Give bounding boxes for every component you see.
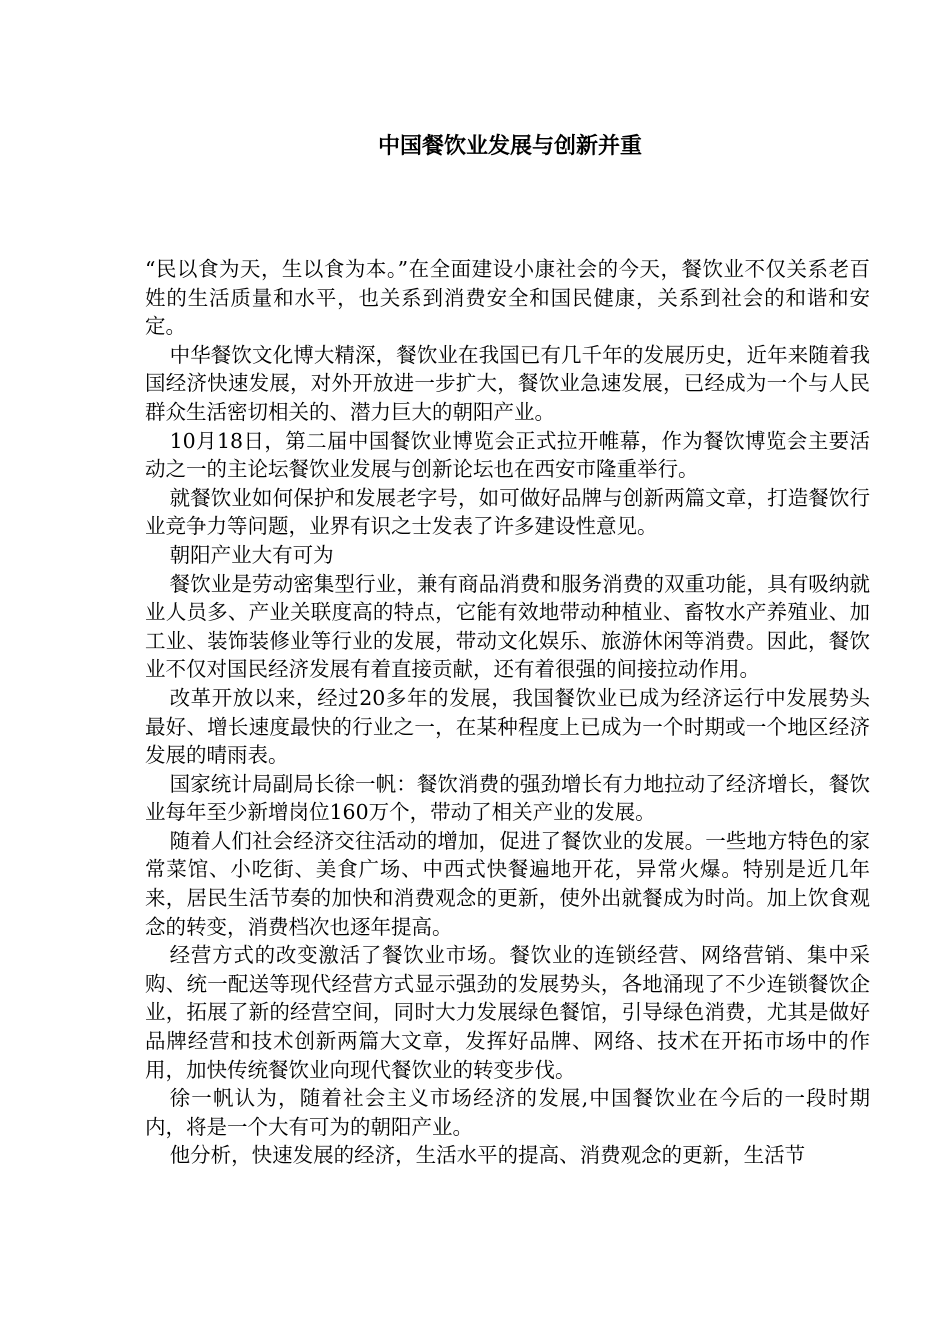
paragraph: 10月18日，第二届中国餐饮业博览会正式拉开帷幕，作为餐饮博览会主要活动之一的主论坛餐饮业发展与创新论坛也在西安市隆重举行。 [145,428,870,482]
document-title: 中国餐饮业发展与创新并重 [377,134,642,159]
paragraph: 餐饮业是劳动密集型行业，兼有商品消费和服务消费的双重功能，具有吸纳就业人员多、产业关联度高的特点，它能有效地带动种植业、畜牧水产养殖业、加工业、装饰装修业等行业的发展，带动文化娱乐、旅游休闲等消费。因此，餐饮业不仅对国民经济发展有着直接贡献，还有着很强的间接拉动作用。 [145,571,870,682]
paragraph: 中华餐饮文化博大精深，餐饮业在我国已有几千年的发展历史，近年来随着我国经济快速发展，对外开放进一步扩大，餐饮业急速发展，已经成为一个与人民群众生活密切相关的、潜力巨大的朝阳产业。 [145,342,870,424]
section-heading: 朝阳产业大有可为 [169,542,334,567]
paragraph: 徐一帆认为，随着社会主义市场经济的发展,中国餐饮业在今后的一段时期内，将是一个大有可为的朝阳产业。 [145,1086,870,1139]
paragraph: 随着人们社会经济交往活动的增加，促进了餐饮业的发展。一些地方特色的家常菜馆、小吃街、美食广场、中西式快餐遍地开花，异常火爆。特别是近几年来，居民生活节奏的加快和消费观念的更新，使外出就餐成为时尚。加上饮食观念的转变，消费档次也逐年提高。 [145,828,870,939]
paragraph: 国家统计局副局长徐一帆：餐饮消费的强劲增长有力地拉动了经济增长，餐饮业每年至少新增岗位160万个，带动了相关产业的发展。 [145,771,870,825]
paragraph: 他分析，快速发展的经济，生活水平的提高、消费观念的更新，生活节 [169,1143,806,1168]
document-body [145,255,870,1170]
paragraph: “民以食为天，生以食为本。”在全面建设小康社会的今天，餐饮业不仅关系老百姓的生活质量和水平，也关系到消费安全和国民健康，关系到社会的和谐和安定。 [145,257,870,339]
paragraph: 经营方式的改变激活了餐饮业市场。餐饮业的连锁经营、网络营销、集中采购、统一配送等现代经营方式显示强劲的发展势头，各地涌现了不少连锁餐饮企业，拓展了新的经营空间，同时大力发展绿色餐馆，引导绿色消费，尤其是做好品牌经营和技术创新两篇大文章，发挥好品牌、网络、技术在开拓市场中的作用，加快传统餐饮业向现代餐饮业的转变步伐。 [145,943,870,1082]
paragraph: 改革开放以来，经过20多年的发展，我国餐饮业已成为经济运行中发展势头最好、增长速度最快的行业之一，在某种程度上已成为一个时期或一个地区经济发展的晴雨表。 [145,685,870,768]
paragraph: 就餐饮业如何保护和发展老字号，如可做好品牌与创新两篇文章，打造餐饮行业竞争力等问题，业界有识之士发表了许多建设性意见。 [145,485,870,539]
